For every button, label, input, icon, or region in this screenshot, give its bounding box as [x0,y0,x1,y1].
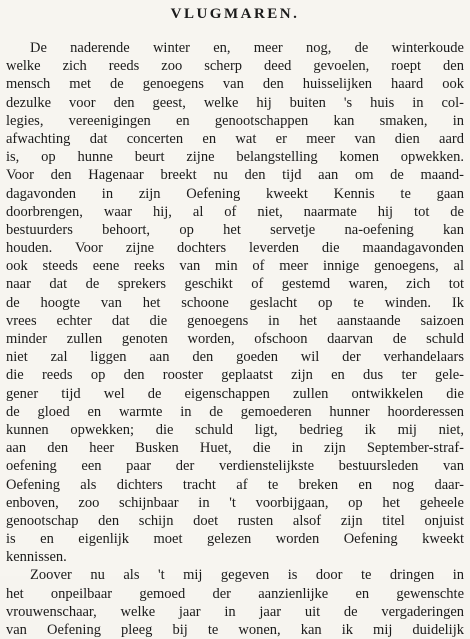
text-line: bestuurders behoort, op het servetje na-oefening kan [6,221,464,238]
text-line: houden. Voor zijne dochters leverden die maandagavonden [6,240,464,257]
text-line: dezulke voor den geest, welke hij buiten 's huis in col- [6,94,464,111]
text-line: van Oefening pleeg bij te wonen, kan ik mij duidelijk [6,622,464,638]
text-line: doorbrengen, waar hij, al of niet, naarmate hij tot de [6,203,464,220]
text-line: die reeds op den rooster geplaatst zijn en dus ter gele- [6,367,464,384]
text-line: dagavonden in zijn Oefening kweekt Kennis te gaan [6,185,464,202]
text-line: mensch met de genoegens van den huisselijken haard ook [6,76,464,93]
text-line: genootschap den schijn doet rusten alsof zijn titel onjuist [6,512,464,529]
text-line: gener tijd wel de eigenschappen zullen ontwikkelen die [6,385,464,402]
text-line: enboven, zoo schijnbaar in 't voorbijgaan, op het geheele [6,494,464,511]
text-line: is, op hunne beurt zijne belangstelling komen opwekken. [6,149,464,166]
text-line: Oefening als dichters tracht af te breken en nog daar- [6,476,464,493]
text-line: kunnen opwekken; die schuld ligt, bedrieg ik mij niet, [6,421,464,438]
text-line: oefening een paar der verdienstelijkste bestuursleden van [6,458,464,475]
text-line: de gloed en warmte in de gemoederen hunner hoorderessen [6,403,464,420]
text-line: De naderende winter en, meer nog, de winterkoude [30,40,464,56]
text-line: Voor den Hagenaar breekt nu den tijd aan om de maand- [6,167,464,184]
text-line: aan den heer Busken Huet, die in zijn September-straf- [6,440,464,457]
text-line: vrees echter dat die genoegens in het aanstaande saizoen [6,312,464,329]
text-line: niet zal liggen aan den goeden wil der verhandelaars [6,349,464,366]
text-line: welke zich reeds zoo scherp deed gevoelen, roept den [6,58,464,75]
text-line: legies, vereenigingen en genootschappen kan smaken, in [6,112,464,129]
text-line: naar dat de sprekers geschikt of gestemd waren, zich tot [6,276,464,293]
text-line: vrouwenschaar, welke jaar in jaar uit de vergaderingen [6,603,464,620]
text-line: kennissen. [6,549,67,566]
text-line: het onpeilbaar gemoed der aanzienlijke en gewenschte [6,585,464,602]
text-line: ook steeds eene reeks van min of meer innige genoegens, al [6,258,464,275]
text-line: afwachting dat concerten en wat er meer van dien aard [6,130,464,147]
text-line: Zoover nu als 't mij gegeven is door te dringen in [30,567,464,584]
text-line: de hoogte van het schoone geslacht op te winden. Ik [6,294,464,311]
text-line: minder zullen genoten worden, ofschoon daarvan de schuld [6,331,464,347]
text-line: is en eigenlijk moet gelezen worden Oefening kweekt [6,531,464,548]
article-title: VLUGMAREN. [170,6,300,22]
article-body [6,39,464,639]
